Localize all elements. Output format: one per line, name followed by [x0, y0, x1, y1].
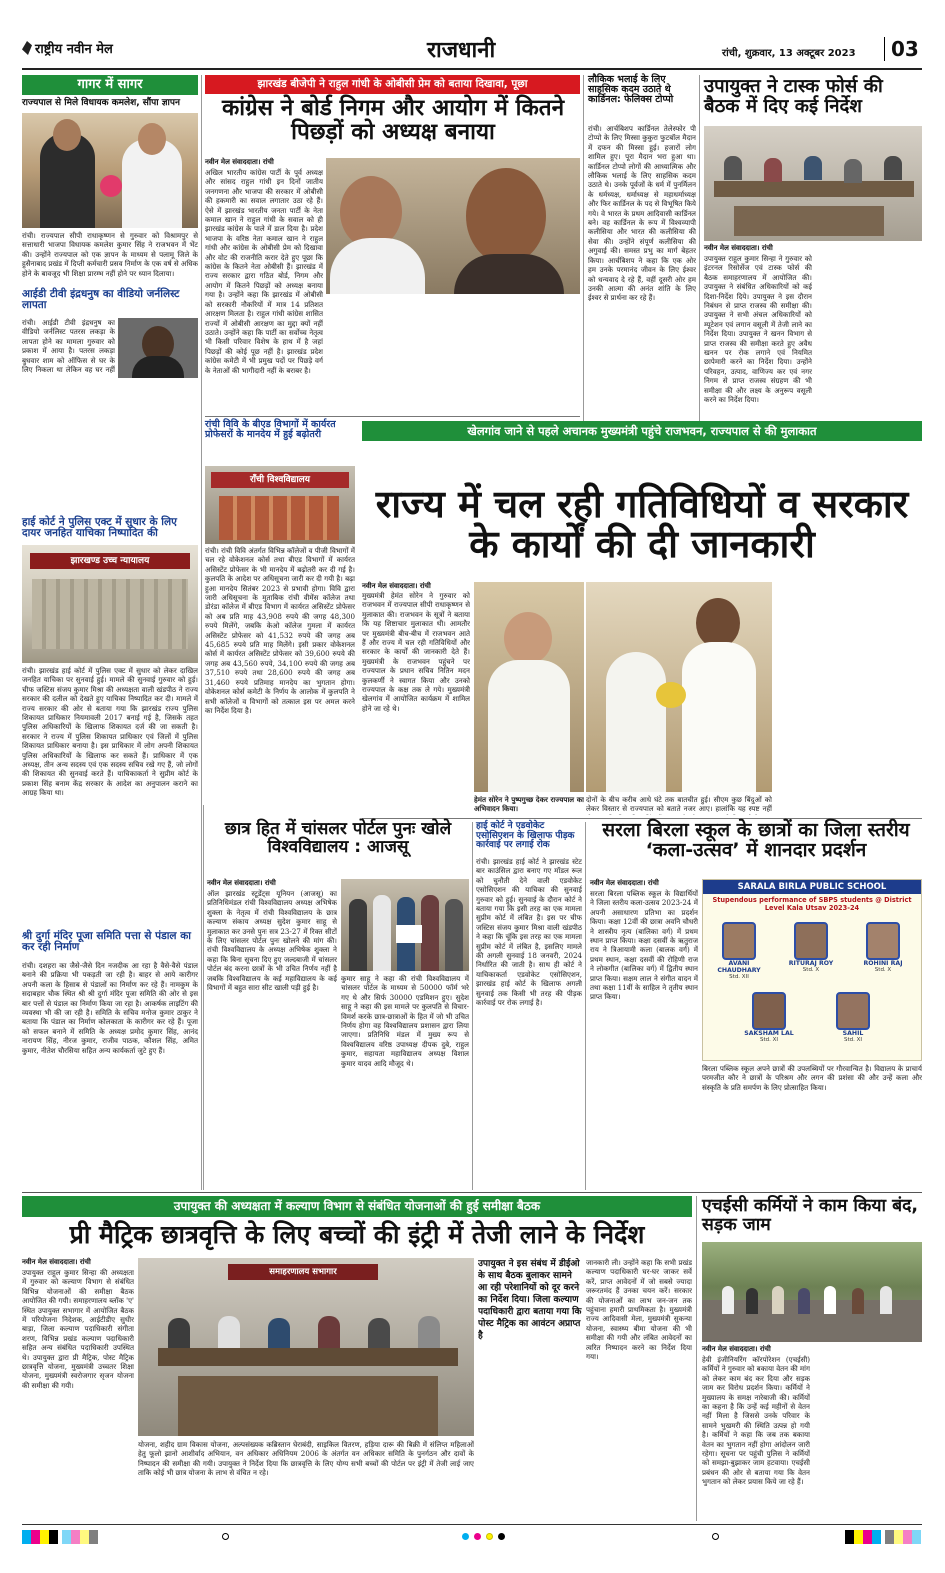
welfare-body2: योजना, शहीद ग्राम विकास योजना, अल्पसंख्यक कब्रिस्तान घेराबंदी, साइकिल वितरण, हड़िया दारू की बिक्री में संलिप्त महिलाओं हेतु फूलो झानो आशीर्वाद अभियान, वन अधिकार अधिनियम 2006 के अंतर्गत वन अधिकार समिति के पुनर्गठन और दावों के निष्पादन की समीक्षा की गयी। उपायुक्त ने निर्देश दिया कि छात्रवृत्ति के लिए योग्य सभी बच्चों की पोर्टल पर इंट्री में तेजी लाई जाए ताकि कोई भी छात्र योजना के लाभ से वंचित न रहे।: [138, 1440, 474, 1478]
hc-headline: हाई कोर्ट ने एडवोकेट एसोसिएशन के खिलाफ पीड़क कार्रवाई पर लगाई रोक: [476, 821, 575, 851]
student-class: Std. X: [874, 967, 892, 973]
welfare-body3-col2: जानकारी ली। उन्होंने कहा कि सभी प्रखंड कल्याण पदाधिकारी घर-घर जाकर सर्वे करें, प्राप्त आवेदनों में जो सबसे ज्यादा जरूरतमंद हैं उनका चयन करें। सरकार की योजनाओं का लाभ जन-जन तक पहुंचाना हमारी प्राथमिकता है। मुख्यमंत्री राज्य आदिवासी मेला, मुख्यमंत्री सुकन्या योजना, स्वास्थ्य बीमा योजना की भी समीक्षा की गयी और लंबित आवेदनों का त्वरित निष्पादन करने का निर्देश दिया गया।: [586, 1258, 692, 1362]
welfare-byline: नवीन मेल संवाददाता। रांची: [22, 1258, 91, 1266]
rajbhavan-headline: राज्य में चल रही गतिविधियों व सरकार के कार्यों की दी जानकारी: [375, 482, 909, 567]
sarala-poster: [702, 879, 922, 1061]
lead-byline: नवीन मेल संवाददाता। रांची: [205, 158, 274, 166]
taskforce-byline: नवीन मेल संवाददाता। रांची: [704, 244, 773, 252]
hec-byline: नवीन मेल संवाददाता। रांची: [702, 1345, 771, 1353]
taskforce-headline: उपायुक्त ने टास्क फोर्स की बैठक में दिए कई निर्देश: [704, 76, 883, 117]
poster-student-3: [853, 922, 913, 986]
masthead-rule: [22, 68, 922, 70]
lead-bottom-rule: [205, 416, 580, 417]
high-court-sign: झारखण्ड उच्च न्यायालय: [30, 553, 190, 569]
student-class: Std. XII: [729, 974, 749, 980]
welfare-body: उपायुक्त राहुल कुमार सिन्हा की अध्यक्षता में गुरुवार को कल्याण विभाग से संबंधित विभिन्न योजनाओं की समीक्षा बैठक आयोजित की गयी। समाहरणालय ब्लॉक 'ए' स्थित उपायुक्त सभागार में आयोजित बैठक में परियोजना निदेशक, आईटीडीए सुधीर बाड़ा, जिला कल्याण पदाधिकारी संगीता शरण, विभिन्न प्रखंड कल्याण पदाधिकारी सहित अन्य संबंधित पदाधिकारी उपस्थित थे। उपायुक्त द्वारा प्री मैट्रिक, पोस्ट मैट्रिक छात्रवृत्ति योजना, मुख्यमंत्री उच्चतर शिक्षा योजना, मुख्यमंत्री स्वरोजगार सृजन योजना की समीक्षा की गयी।: [22, 1268, 134, 1390]
welfare-headline: प्री मैट्रिक छात्रवृत्ति के लिए बच्चों की इंट्री में तेजी लाने के निर्देश: [69, 1220, 645, 1249]
rajbhavan-body3: [776, 582, 922, 814]
lead-headline: कांग्रेस ने बोर्ड निगम और आयोग में कितने पिछड़ों को अध्यक्ष बनाया: [221, 95, 565, 145]
poster-student-2: [783, 922, 839, 986]
left-story1-photo: [22, 113, 198, 228]
sarala-body: सरला बिरला पब्लिक स्कूल के विद्यार्थियों ने जिला स्तरीय कला-उत्सव 2023-24 में अपनी असाधारण प्रतिभा का प्रदर्शन किया। कक्षा 12वीं की छात्रा अवनि चौधरी ने शास्त्रीय नृत्य (बालिका वर्ग) में प्रथम स्थान प्राप्त किया। कक्षा दसवीं के ऋतुराज राय ने त्रिआयामी कला (बालक वर्ग) में प्रथम स्थान, कक्षा दसवीं की रोहिणी राज ने लोकगीत (बालिका वर्ग) में द्वितीय स्थान प्राप्त किया। सक्षम लाल ने संगीत वादन में तथा कक्षा 11वीं के साहिल ने तृतीय स्थान प्राप्त किया।: [590, 889, 698, 1002]
lead-photo: [326, 158, 580, 294]
student-class: Std. XI: [843, 1037, 863, 1043]
student-class: Std. X: [802, 967, 820, 973]
left-story2-photo: [118, 318, 198, 378]
ajsu-byline: नवीन मेल संवाददाता। रांची: [207, 879, 276, 887]
sarala-body2: बिरला पब्लिक स्कूल अपने छात्रों की उपलब्धियों पर गौरवान्वित है। विद्यालय के प्राचार्य परमजीत कौर ने छात्रों के परिश्रम और लगन की प्रशंसा की और उन्हें कला और संस्कृति के प्रति समर्पण के लिए प्रोत्साहित किया।: [702, 1064, 922, 1092]
rajbhavan-byline: नवीन मेल संवाददाता। रांची: [362, 582, 431, 590]
footer-rule: [22, 1524, 922, 1525]
welfare-top-rule: [22, 1192, 922, 1193]
student-photo: [752, 992, 786, 1030]
rajbhavan-body2: दोनों के बीच करीब आधे घंटे तक बातचीत हुई। सीएम कुछ बिंदुओं को लेकर विस्तार से राज्यपाल को बताते नजर आए। हालांकि यह स्पष्ट नहीं: [586, 795, 772, 814]
bed-photo: [205, 466, 355, 544]
welfare-body3-col1: [478, 1383, 582, 1520]
welfare-photo: [138, 1258, 474, 1436]
left-story3-headline: हाई कोर्ट ने पुलिस एक्ट में सुधार के लिए दायर जनहित याचिका निष्पादित की: [22, 516, 177, 540]
taskforce-col-rule: [699, 75, 700, 435]
left-story4-headline: श्री दुर्गा मंदिर पूजा समिति पत्ता से पंडाल का कर रही निर्माण: [22, 930, 191, 954]
student-photo: [866, 922, 900, 960]
poster-school-name: SARALA BIRLA PUBLIC SCHOOL: [703, 880, 921, 894]
hec-left-rule: [696, 1196, 697, 1521]
ajsu-body2: कुमार साहू ने कहा की रांची विश्वविद्यालय में चांसलर पोर्टल के माध्यम से 50000 फॉर्म भरे गए थे और सिर्फ 30000 एडमिशन हुए। सुदेश साहू ने कहा की इस मामले पर कुलपति से विचार-विमर्श करके छात्र-छात्राओं के हित में जो भी उचित निर्णय होगा वह विश्वविद्यालय प्रशासन द्वारा लिया जाएगा। प्रतिनिधि मंडल में मुख्य रूप से विश्वविद्यालय वरिष्ठ उपाध्यक्ष दीपक दुबे, राहुल कुमार, सहायता महाविद्यालय अध्यक्ष विशाल कुमार यादव आदि मौजूद थे।: [341, 974, 469, 1068]
student-class: Std. XI: [759, 1037, 779, 1043]
rajbhavan-caption: हेमंत सोरेन ने पुष्पगुच्छ देकर राज्यपाल का अभिवादन किया।: [474, 795, 584, 814]
masthead: [22, 34, 922, 68]
poster-student-4: [739, 992, 799, 1056]
lead-kicker: झारखंड बीजेपी ने राहुल गांधी के ओबीसी प्रेम को बताया दिखावा, पूछा: [205, 75, 580, 94]
lead-body-col1: अखिल भारतीय कांग्रेस पार्टी के पूर्व अध्यक्ष और सांसद राहुल गांधी इन दिनों जातीय जनगणना और भाजपा की सरकार में ओबीसी की हकमारी का सवाल लगातार उठा रहे हैं। ऐसे में झारखंड भारतीय जनता पार्टी के नेता कमाल खान ने राहुल गांधी के सवाल को ही झारखंड कांग्रेस के पाले में डाल दिया है। प्रदेश भाजपा के वरिष्ठ नेता कमाल खान ने राहुल गांधी और कांग्रेस के ओबीसी प्रेम को दिखावा और वोट की राजनीति करार देते हुए पूछा कि कांग्रेस के कितने नेता ओबीसी हैं। झारखंड में राज्य सरकार द्वारा गठित बोर्ड, निगम और आयोग में कितने पिछड़ों को अध्यक्ष बनाया गया है। उन्होंने कहा कि झारखंड में ओबीसी को सरकारी नौकरियों में मात्र 14 प्रतिशत आरक्षण मिलता है। राहुल गांधी कांग्रेस शासित राज्यों में ओबीसी आरक्षण का मुद्दा क्यों नहीं उठाते। उन्होंने कहा कि पार्टी का सर्वोच्च नेतृत्व भी किसी परिवार विशेष के हाथ में है जहां पिछड़ों की कोई पूछ नहीं है। झारखंड प्रदेश कांग्रेस कमेटी में भी प्रमुख पदों पर पिछड़े वर्ग के नेताओं की भागीदारी नहीं के बराबर है।: [205, 168, 323, 375]
newspaper-logo: राष्ट्रीय नवीन मेल: [22, 39, 113, 57]
student-name: SAKSHAM LAL: [744, 1030, 794, 1037]
cardinal-body: रांची। आर्चबिशप कार्डिनल तेलेस्फोर पी टोप्पो के लिए मिस्सा कुकुरा फुटबॉल मैदान में दफन की मिस्सा हुई। हजारों लोग शामिल हुए। पूरा मैदान भरा हुआ था। कार्डिनल टोप्पो लोगों की आध्यात्मिक और लौकिक भलाई के लिए साहसिक कदम उठाते थे। उनके पूर्वजों के धर्म में पुनर्मिलन के धर्मध्यक्ष, धर्माध्यक्ष से महाधर्माध्यक्ष और फिर कार्डिनल के पद से विभूषित किये गये। वे भारत के प्रथम आदिवासी कार्डिनल बने। वह कार्डिनल के रूप में विश्वव्यापी कलीसिया और भारत की कलीसिया की सेवा की। उन्होंने संपूर्ण कलीसिया की अगुवाई की। समस्त प्रभु का मार्ग बेहतर किया। आर्चबिशप ने कहा कि एक ओर हम उनके परमानंद जीवन के लिए ईश्वर को धन्यवाद दे रहे हैं, वहीं दूसरी ओर हम उनकी आत्मा की अनंत शांति के लिए ईश्वर से प्रार्थना कर रहे हैं।: [588, 124, 696, 303]
ajsu-left-rule: [203, 805, 204, 1190]
student-name: RITURAJ ROY: [788, 960, 834, 967]
student-photo: [836, 992, 870, 1030]
hec-photo: [702, 1242, 922, 1342]
left-story3-photo: [22, 545, 198, 663]
taskforce-photo: [704, 126, 922, 241]
left-story1-headline: राज्यपाल से मिले विधायक कमलेश, सौंपा ज्ञापन: [22, 98, 180, 108]
student-photo: [794, 922, 828, 960]
rajbhavan-body: मुख्यमंत्री हेमंत सोरेन ने गुरुवार को राजभवन में राज्यपाल सीपी राधाकृष्णन से मुलाकात की। राजभवन के सूत्रों ने बताया कि यह शिष्टाचार मुलाकात थी। आमतौर पर मुख्यमंत्री बीच-बीच में राजभवन आते हैं और राज्य में चल रही गतिविधियों और सरकार के कार्यों की जानकारी देते हैं। मुख्यमंत्री के राजभवन पहुंचने पर राज्यपाल के प्रधान सचिव नितिन मदन कुलकर्णी ने स्वागत किया और उनको राज्यपाल के कक्ष तक ले गये। मुख्यमंत्री खेलगांव में आयोजित कार्यक्रम में शामिल होने जा रहे थे।: [362, 591, 470, 713]
taskforce-body-col2: [816, 244, 922, 434]
hec-body-col2: [814, 1345, 922, 1520]
ajsu-body: ऑल झारखंड स्टूडेंट्स यूनियन (आजसू) का प्रतिनिधिमंडल रांची विश्वविद्यालय अध्यक्ष अभिषेक शुक्ला के नेतृत्व में रांची विश्वविद्यालय के छात्र कल्याण संकाय अध्यक्ष सुदेश कुमार साहू से मुलाकात कर उनसे पुनः सत्र 23-27 में रिक्त सीटों के लिए चांसलर पोर्टल पुनः खोलने की मांग की। रांची विश्वविद्यालय के अध्यक्ष अभिषेक शुक्ला ने कहा कि बिना सूचना दिए हुए जल्दबाजी में चांसलर पोर्टल बंद करना छात्रों के भी उचित निर्णय नहीं है जबकि विश्वविद्यालय के कई महाविद्यालय के कई विभागों में बहुत सारा सीट खाली पड़ी हुई है।: [207, 889, 337, 993]
welfare-pullquote: उपायुक्त ने इस संबंध में डीईओ के साथ बैठक बुलाकर सामने आ रही परेशानियों को दूर करने का निर्देश दिया। जिला कल्याण पदाधिकारी द्वारा बताया गया कि पोस्ट मैट्रिक का आवंटन अप्राप्त है: [478, 1259, 582, 1341]
rajbhavan-photo-right: [586, 582, 772, 792]
bed-headline: रांची विवि के बीएड विभागों में कार्यरत प्रोफेसरों के मानदेय में हुई बढ़ोतरी: [205, 419, 336, 441]
hec-headline: एचईसी कर्मियों ने काम किया बंद, सड़क जाम: [702, 1196, 919, 1235]
lead-body-col2: [327, 297, 451, 413]
student-name: AVANI CHAUDHARY: [717, 960, 761, 974]
university-sign: राँची विश्वविद्यालय: [211, 472, 349, 488]
logo-feather-icon: [22, 41, 32, 55]
ajsu-photo: [341, 879, 469, 971]
left-story2-body-cont: [22, 378, 198, 494]
student-name: ROHINI RAJ: [863, 960, 903, 967]
sarala-headline: सरला बिरला स्कूल के छात्रों का जिला स्तरीय ‘कला-उत्सव’ में शानदार प्रदर्शन: [602, 819, 910, 862]
left-story3-body: रांची। झारखंड हाई कोर्ट में पुलिस एक्ट में सुधार को लेकर दाखिल जनहित याचिका पर सुनवाई हुई। मामले की सुनवाई गुरुवार को हुई। चीफ जस्टिस संजय कुमार मिश्रा की अध्यक्षता वाली खंडपीठ ने राज्य सरकार की दलील को देखते हुए याचिका निष्पादित कर दी। मामले में राज्य सरकार की ओर से बताया गया कि झारखंड राज्य पुलिस शिकायत प्राधिकार नियमावली 2017 बनाई गई है, जिसके तहत पुलिस अधिकारियों के खिलाफ शिकायत दर्ज की जा सकती है। सरकार ने राज्य में पुलिस शिकायत प्राधिकार एवं जिलों में पुलिस शिकायत प्राधिकार बनाया है। इस प्राधिकार में लोग अपनी शिकायत पुलिस अधिकारियों के खिलाफ कर सकते हैं। प्राधिकार में एक अध्यक्ष, तीन अन्य सदस्य एवं एक सदस्य सचिव रखे गए हैं, जो लोगों की शिकायत की सुनवाई करते हैं। याचिकाकर्ता ने सुप्रीम कोर्ट के प्रकाश सिंह बनाम केंद्र सरकार के आदेश का अनुपालन कराने का आग्रह किया था।: [22, 666, 198, 798]
poster-student-5: [823, 992, 883, 1056]
gagar-label: गागर में सागर: [22, 75, 198, 95]
hc-right-rule: [585, 822, 586, 1190]
hec-body-col1: हेवी इंजीनियरिंग कॉरपोरेशन (एचईसी) कर्मियों ने गुरुवार को बकाया वेतन की मांग को लेकर काम बंद कर दिया और सड़क जाम कर विरोध प्रदर्शन किया। कर्मियों ने मुख्यालय के समक्ष नारेबाजी की। कर्मियों का कहना है कि उन्हें कई महीनों से वेतन नहीं मिला है जिससे उनके परिवार के सामने भुखमरी की स्थिति उत्पन्न हो गयी है। कर्मियों ने कहा कि जब तक बकाया वेतन का भुगतान नहीं होगा आंदोलन जारी रहेगा। सूचना पर पहुंची पुलिस ने कर्मियों को समझा-बुझाकर जाम हटवाया। एचईसी प्रबंधन की ओर से बताया गया कि वेतन भुगतान को लेकर प्रयास किये जा रहे हैं।: [702, 1355, 810, 1487]
cardinal-headline: लौकिक भलाई के लिए साहसिक कदम उठाते थे कार्डिनल: फेलिक्स टोप्पो: [588, 74, 674, 106]
dateline: रांची, शुक्रवार, 13 अक्टूबर 2023: [722, 48, 856, 59]
student-name: SAHIL: [842, 1030, 864, 1037]
left-story4-body: रांची। दशहरा का जैसे-जैसे दिन नजदीक आ रहा है वैसे-वैसे पंडाल बनाने की प्रक्रिया भी पकड़ती जा रही है। बाहर से आये कारीगर अपनी कला के हिसाब से पंडालों का निर्माण कर रहे हैं। नामकुम के सदाबहार चौक स्थित श्री श्री दुर्गा मंदिर पूजा समिति की ओर से इस बार पत्तों से पंडाल का निर्माण किया जा रहा है। आकर्षक लाइटिंग की व्यवस्था भी की जा रही है। समिति के सचिव मनोज कुमार ठाकुर ने बताया कि पंडाल का निर्माण कोलकाता के कारीगर कर रहे हैं। पूजा को सफल बनाने में समिति के अध्यक्ष प्रमोद कुमार सिंह, आनंद नारायण सिंह, नीरज कुमार, राजीव पाठक, कौशल सिंह, अमित कुमार, नीतेश चौरसिया सहित अन्य कार्यकर्ता जुटे हुए हैं।: [22, 961, 198, 1055]
left-column-rule: [201, 75, 202, 1190]
section-title: राजधानी: [427, 38, 496, 63]
student-photo: [722, 922, 756, 960]
sarala-byline: नवीन मेल संवाददाता। रांची: [590, 879, 659, 887]
left-story2-body: रांची। आईडी टीवी इंद्रधनुष का वीडियो जर्नलिस्ट पतरस लकड़ा के लापता होने का मामला गुरुवार को प्रकाश में आया है। पतरस लकड़ा बुधवार शाम को ऑफिस से घर के लिए निकला था लेकिन वह घर नहीं: [22, 318, 115, 374]
lead-body-col3: [455, 297, 580, 413]
rajbhavan-photo-left: [474, 582, 584, 792]
left-story1-body: रांची। राज्यपाल सीपी राधाकृष्णन से गुरुवार को विश्रामपुर से सत्ताधारी भाजपा विधायक कमलेश कुमार सिंह ने राजभवन में भेंट की। उन्होंने राज्यपाल को एक ज्ञापन के माध्यम से पलामू जिले के हुसैनाबाद प्रखंड में दिप्ती कर्मचारी प्रसव निर्माण के एक वर्ष से अधिक होने के बावजूद भी शिक्षा प्रारम्भ नहीं होने पर ध्यान दिलाया।: [22, 231, 198, 278]
welfare-kicker: उपायुक्त की अध्यक्षता में कल्याण विभाग से संबंधित योजनाओं की हुई समीक्षा बैठक: [22, 1196, 692, 1217]
ajsu-headline: छात्र हित में चांसलर पोर्टल पुनः खोले विश्वविद्यालय : आजसू: [224, 819, 452, 858]
left-story2-headline: आईडी टीवी इंद्रधनुष का वीडियो जर्नलिस्ट लापता: [22, 288, 180, 312]
poster-student-1: [711, 922, 767, 986]
poster-tagline: Stupendous performance of SBPS students @ District Level Kala Utsav 2023-24: [712, 896, 912, 912]
meeting-hall-sign: समाहरणालय सभागार: [228, 1264, 378, 1280]
rajbhavan-kicker: खेलगांव जाने से पहले अचानक मुख्यमंत्री पहुंचे राजभवन, राज्यपाल से की मुलाकात: [362, 421, 922, 441]
page-number: 03: [884, 37, 919, 61]
hc-body: रांची। झारखंड हाई कोर्ट ने झारखंड स्टेट बार काउंसिल द्वारा बनाए गए मॉडल रूल को चुनौती देने वाली एडवोकेट एसोसिएशन की याचिका की सुनवाई गुरुवार को हुई। सुनवाई के दौरान कोर्ट ने बताया गया कि इसी तरह का एक मामला सुप्रीम कोर्ट में लंबित है। इस पर चीफ जस्टिस संजय कुमार मिश्रा वाली खंडपीठ ने कहा कि चूंकि इस तरह का एक मामला सुप्रीम कोर्ट में लंबित है, इसलिए मामले की अगली सुनवाई 18 जनवरी, 2024 निर्धारित की जाती है। साथ ही कोर्ट ने याचिकाकर्ता एडवोकेट एसोसिएशन, झारखंड हाई कोर्ट के खिलाफ अगली सुनवाई तक किसी भी तरह की पीड़क कार्रवाई पर रोक लगाई है।: [476, 857, 582, 1008]
color-registration-bar: [22, 1530, 922, 1544]
bed-body: रांची। रांची विवि अंतर्गत विभिन्न कॉलेजों व पीजी विभागों में चल रहे वोकेशनल कोर्स तथा बीएड विभागों में कार्यरत असिस्टेंट प्रोफेसर के भी मानदेय में बढ़ोतरी कर दी गई है। कुलपति के आदेश पर अधिसूचना जारी कर दी गयी है। बढ़ा हुआ मानदेय सितंबर 2023 से प्रभावी होगा। विवि द्वारा जारी अधिसूचना के मुताबिक रांची वीमेंस कॉलेज तथा डोरंडा कॉलेज में बीएड विभाग में कार्यरत असिस्टेंट प्रोफेसर को अब प्रति माह 43,908 रुपये की जगह 48,300 रुपये मिलेंगे, जबकि केओ कॉलेज गुमला में कार्यरत असिस्टेंट प्रोफेसर को 41,532 रुपये की जगह अब 45,685 रुपये प्रति माह मिलेंगे। इसी प्रकार वोकेशनल कोर्स में कार्यरत असिस्टेंट प्रोफेसर को 39,600 रुपये की जगह अब 43,560 रुपये, 34,100 रुपये की जगह अब 37,510 रुपये तथा 28,600 रुपये की जगह अब 31,460 रुपये प्रतिमाह मानदेय का भुगतान होगा। वोकेशनल कोर्स कमेटी के निर्णय के आलोक में कुलपति ने सभी कॉलेजों व विभागों को तत्काल इस पर अमल करने का निर्देश दिया है।: [205, 546, 355, 715]
hc-left-rule: [472, 822, 473, 1190]
taskforce-body-col1: उपायुक्त राहुल कुमार सिन्हा ने गुरुवार को इंटरनल रिसोर्सेज एवं टास्क फोर्स की बैठक समाहरणालय में आयोजित की। उपायुक्त ने संबंधित अधिकारियों को कई दिशा-निर्देश दिये। उपायुक्त ने इस दौरान निबंधन से प्राप्त राजस्व की समीक्षा की। उपायुक्त ने सभी अंचल अधिकारियों को म्यूटेशन एवं लगान वसूली में तेजी लाने का निर्देश दिया। उपायुक्त ने खनन विभाग से प्राप्त राजस्व की समीक्षा करते हुए अवैध खनन पर रोक लगाने एवं नियमित छापेमारी करने का निर्देश दिया। उन्होंने परिवहन, उत्पाद, वाणिज्य कर एवं नगर निगम से प्राप्त राजस्व संग्रहण की भी समीक्षा की और लक्ष्य के अनुरूप वसूली करने का निर्देश दिया।: [704, 254, 812, 405]
cardinal-col-rule: [583, 75, 584, 435]
